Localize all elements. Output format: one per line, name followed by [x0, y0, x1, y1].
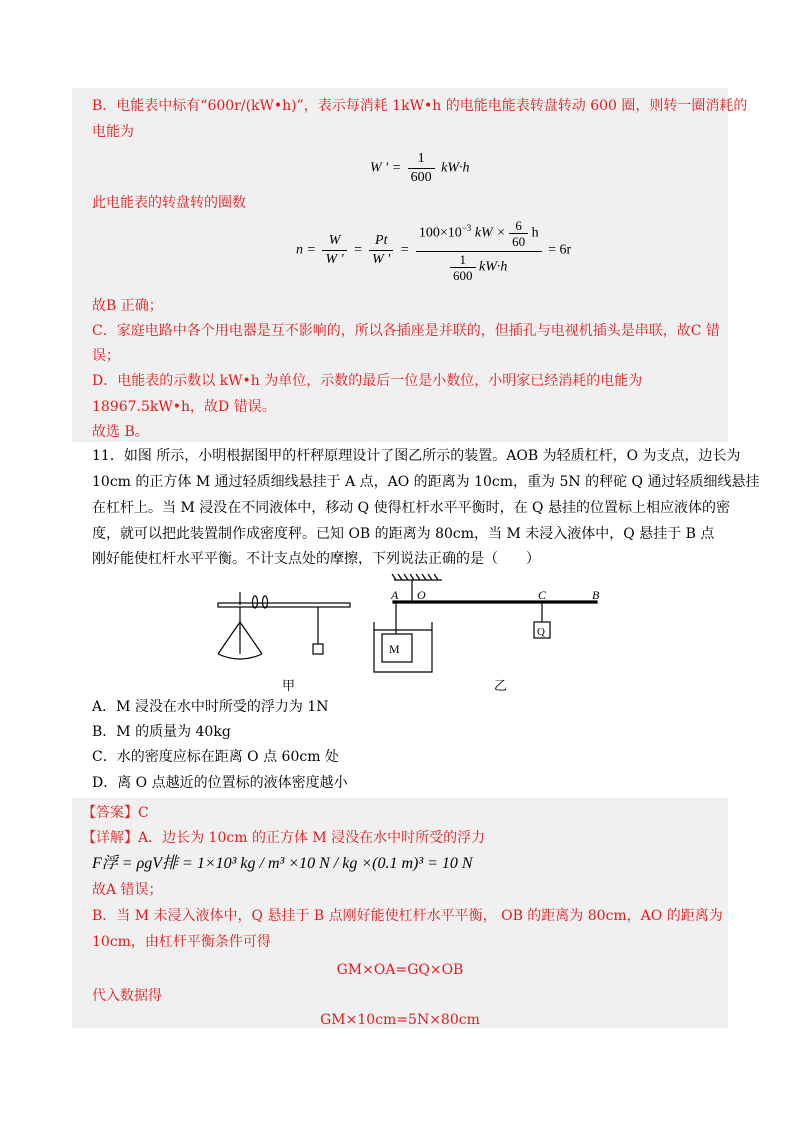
- point-b-label: B: [592, 588, 600, 602]
- option-b-explanation-line1: B．电能表中标有“600r/(kW•h)”，表示每消耗 1kW•h 的电能电能表转盘转动 600 圈，则转一圈消耗的: [92, 98, 748, 114]
- eq1-unit: kW·h: [441, 160, 470, 176]
- option-b-detail-line2: 10cm，由杠杆平衡条件可得: [92, 934, 271, 950]
- option-d-explanation-line1: D．电能表的示数以 kW•h 为单位，示数的最后一位是小数位，小明家已经消耗的电能为: [92, 373, 643, 389]
- eq1-fraction: [408, 150, 435, 187]
- eq2-big-den-num: 1: [450, 252, 476, 268]
- equation-energy-per-turn: [370, 150, 470, 187]
- eq2-fraction-1: [322, 232, 346, 269]
- figure-steelyard: [218, 592, 350, 659]
- figure-label-yi: 乙: [494, 679, 508, 694]
- box-q-label: Q: [537, 626, 545, 638]
- option-b: B．M 的质量为 40kg: [92, 724, 231, 740]
- point-a-label: A: [391, 588, 399, 602]
- option-c-explanation-line2: 误；: [92, 348, 120, 364]
- option-b-conclusion: 故B 正确；: [92, 298, 163, 314]
- detail-a-text: A．边长为 10cm 的正方体 M 浸没在水中时所受的浮力: [138, 830, 486, 846]
- substitute-label: 代入数据得: [92, 988, 162, 1004]
- detail-prefix: 【详解】: [82, 830, 138, 846]
- eq2-big-den-den: 600: [453, 268, 473, 283]
- eq2-big-den-unit: kW·h: [479, 259, 508, 275]
- eq2-f1-den: W ′: [325, 252, 344, 267]
- eq2-result: = 6r: [548, 242, 572, 258]
- eq2-inner-den: 60: [512, 234, 526, 249]
- eq2-equals-2: =: [399, 242, 410, 258]
- eq1-num: 1: [408, 150, 435, 169]
- option-a-conclusion: 故A 错误；: [92, 882, 163, 898]
- final-answer: 故选 B。: [92, 424, 149, 440]
- figure-label-jia: 甲: [282, 679, 296, 694]
- option-b-detail-line1: B．当 M 未浸入液体中，Q 悬挂于 B 点刚好能使杠杆水平平衡， OB 的距离为 80cm，AO 的距离为: [92, 908, 723, 924]
- eq2-fraction-2: [369, 232, 393, 269]
- answer-label: 【答案】C: [82, 805, 149, 821]
- eq2-f2-den: W ′: [372, 252, 391, 267]
- option-a: A．M 浸没在水中时所受的浮力为 1N: [92, 699, 329, 715]
- box-m-label: M: [389, 642, 400, 656]
- question-11-line5: 刚好能使杠杆水平平衡。不计支点处的摩擦，下列说法正确的是（ ）: [92, 551, 540, 567]
- question-11-line3: 在杠杆上。当 M 浸没在不同液体中，移动 Q 使得杠杆水平平衡时，在 Q 悬挂的位置标上相应液体的密: [92, 500, 730, 516]
- balance-equation: GM×OA=GQ×OB: [336, 962, 464, 978]
- eq2-big-num-value: 100×10: [418, 225, 462, 241]
- buoyancy-equation: F浮 = ρgV排 = 1×10³ kg / m³ ×10 N / kg ×(0.1 m)³ = 10 N: [92, 855, 473, 872]
- eq2-big-den-fraction: [450, 252, 476, 283]
- substituted-equation: GM×10cm=5N×80cm: [320, 1012, 480, 1028]
- question-11-line4: 度，就可以把此装置制作成密度秤。已知 OB 的距离为 80cm，当 M 未浸入液体中，Q 悬挂于 B 点: [92, 526, 715, 542]
- eq2-exponent: −3: [461, 223, 472, 234]
- detail-line-a: [82, 828, 485, 848]
- question-11-line2: 10cm 的正方体 M 通过轻质细线悬挂于 A 点，AO 的距离为 10cm，重为 5N 的秤砣 Q 通过轻质细线悬挂: [92, 474, 760, 490]
- eq2-f1-num: W: [322, 232, 346, 251]
- question-figure: [210, 572, 620, 700]
- option-d: D．离 O 点越近的位置标的液体密度越小: [92, 775, 348, 791]
- eq2-big-num-unit: kW ×: [474, 225, 506, 241]
- turns-label: 此电能表的转盘转的圈数: [92, 195, 246, 211]
- point-c-label: C: [538, 588, 547, 602]
- option-b-explanation-line2: 电能为: [92, 124, 134, 140]
- eq2-big-num: [416, 218, 542, 252]
- eq2-f2-num: Pt: [369, 232, 393, 251]
- figure-lever-device: [374, 574, 597, 672]
- option-c: C．水的密度应标在距离 O 点 60cm 处: [92, 749, 339, 765]
- option-c-explanation-line1: C．家庭电路中各个用电器是互不影响的，所以各插座是并联的，但插孔与电视机插头是串联，故C 错: [92, 323, 720, 339]
- eq2-inner-unit: h: [531, 225, 539, 241]
- point-o-label: O: [417, 588, 426, 602]
- eq2-big-fraction: [416, 218, 542, 283]
- eq2-inner-num: 6: [509, 218, 528, 234]
- eq1-den: 600: [410, 170, 432, 185]
- eq2-equals: =: [353, 242, 363, 258]
- eq1-lhs: W ′ =: [370, 160, 402, 176]
- option-d-explanation-line2: 18967.5kW•h，故D 错误。: [92, 399, 276, 415]
- eq2-inner-fraction: [509, 218, 528, 249]
- equation-turn-count: [296, 218, 571, 283]
- eq2-big-den: [416, 252, 542, 283]
- question-11-line1: 11．如图 所示，小明根据图甲的杆秤原理设计了图乙所示的装置。AOB 为轻质杠杆，O 为支点，边长为: [92, 448, 741, 464]
- eq2-lhs: n =: [296, 242, 316, 258]
